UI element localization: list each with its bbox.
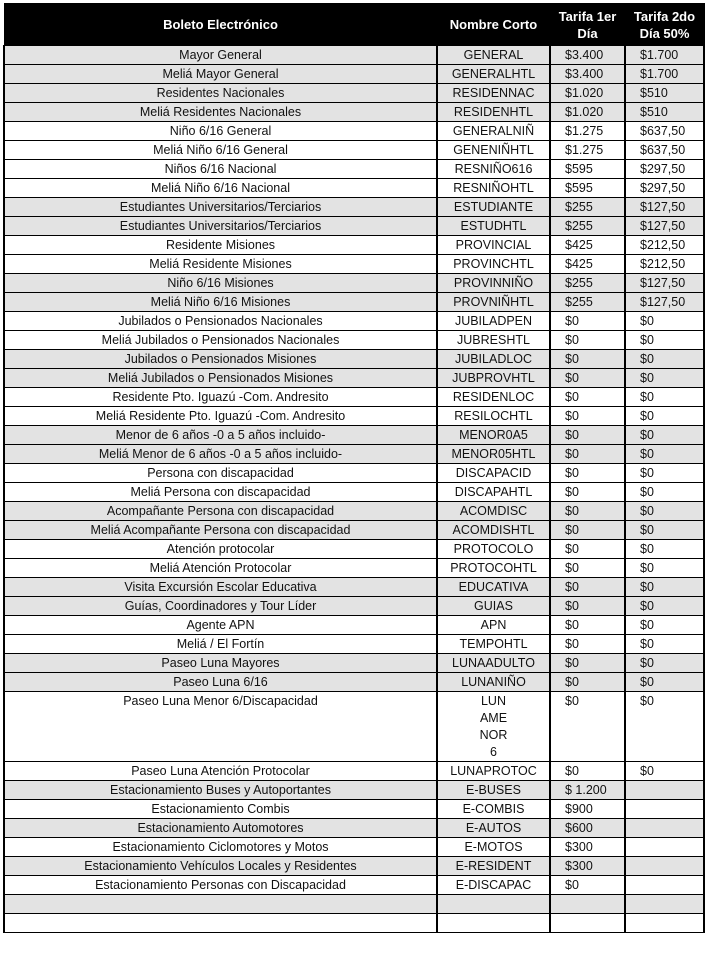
fare-day1-cell: $0 [550,559,625,578]
short-name-cell: E-DISCAPAC [437,876,550,895]
ticket-name-cell: Meliá Menor de 6 años -0 a 5 años incluido- [4,445,437,464]
fare-day2-cell: $0 [625,426,704,445]
table-row [4,673,704,692]
ticket-name-cell: Atención protocolar [4,540,437,559]
fare-day1-cell: $600 [550,819,625,838]
short-name-line: AME [479,711,508,725]
ticket-name-cell [4,914,437,933]
fare-day2-cell: $1.700 [625,46,704,65]
header-tarifa-2do-dia [625,4,704,46]
fare-day2-cell: $0 [625,464,704,483]
fare-day2-cell: $297,50 [625,179,704,198]
fare-day1-cell: $1.020 [550,84,625,103]
table-row [4,895,704,914]
fare-day2-cell: $0 [625,312,704,331]
ticket-name-cell [4,895,437,914]
fare-day2-cell: $0 [625,635,704,654]
short-name-cell: EDUCATIVA [437,578,550,597]
table-row [4,84,704,103]
short-name-cell [437,692,550,762]
fare-day2-cell: $127,50 [625,293,704,312]
table-row [4,800,704,819]
header-tarifa-1er-dia [550,4,625,46]
fare-day2-cell: $0 [625,502,704,521]
ticket-name-cell: Meliá Niño 6/16 General [4,141,437,160]
fare-day1-cell: $255 [550,198,625,217]
table-row [4,293,704,312]
table-row [4,46,704,65]
short-name-cell: RESNIÑOHTL [437,179,550,198]
ticket-name-cell: Meliá Acompañante Persona con discapacidad [4,521,437,540]
short-name-cell: RESNIÑO616 [437,160,550,179]
table-row [4,857,704,876]
short-name-line: NOR [479,728,508,742]
fare-day2-cell: $212,50 [625,255,704,274]
table-row [4,762,704,781]
fare-day1-cell: $1.020 [550,103,625,122]
table-row [4,236,704,255]
table-row [4,122,704,141]
short-name-cell: JUBPROVHTL [437,369,550,388]
short-name-cell: PROVINNIÑO [437,274,550,293]
table-row [4,616,704,635]
ticket-name-cell: Niño 6/16 Misiones [4,274,437,293]
ticket-name-cell: Meliá / El Fortín [4,635,437,654]
table-row [4,521,704,540]
fare-day1-cell: $0 [550,762,625,781]
header-nombre-corto: Nombre Corto [437,4,550,46]
fare-day1-cell: $0 [550,876,625,895]
table-row [4,350,704,369]
ticket-name-cell: Estacionamiento Personas con Discapacidad [4,876,437,895]
short-name-cell: ACOMDISHTL [437,521,550,540]
ticket-name-cell: Mayor General [4,46,437,65]
fare-day2-cell: $127,50 [625,198,704,217]
fare-day1-cell: $0 [550,483,625,502]
fare-day1-cell: $0 [550,616,625,635]
fare-day2-cell: $510 [625,103,704,122]
short-name-cell: E-COMBIS [437,800,550,819]
table-row [4,464,704,483]
fare-day2-cell: $0 [625,616,704,635]
fare-day2-cell: $212,50 [625,236,704,255]
ticket-name-cell: Visita Excursión Escolar Educativa [4,578,437,597]
ticket-name-cell: Meliá Jubilados o Pensionados Misiones [4,369,437,388]
table-row [4,692,704,762]
fare-day2-cell [625,914,704,933]
table-row [4,502,704,521]
short-name-cell: PROTOCOHTL [437,559,550,578]
short-name-cell: PROVNIÑHTL [437,293,550,312]
header-tarifa-2-line1: Tarifa 2do [633,8,696,24]
fare-day2-cell: $127,50 [625,274,704,293]
header-row [4,4,704,46]
fare-day1-cell: $0 [550,426,625,445]
short-name-cell: TEMPOHTL [437,635,550,654]
short-name-cell: E-AUTOS [437,819,550,838]
fare-day2-cell: $297,50 [625,160,704,179]
ticket-name-cell: Acompañante Persona con discapacidad [4,502,437,521]
header-boleto: Boleto Electrónico [4,4,437,46]
ticket-name-cell: Niños 6/16 Nacional [4,160,437,179]
ticket-name-cell: Estudiantes Universitarios/Terciarios [4,217,437,236]
fare-day1-cell: $0 [550,312,625,331]
ticket-name-cell: Persona con discapacidad [4,464,437,483]
ticket-name-cell: Meliá Atención Protocolar [4,559,437,578]
fare-day1-cell: $0 [550,407,625,426]
ticket-name-cell: Agente APN [4,616,437,635]
short-name-cell: PROTOCOLO [437,540,550,559]
fare-day1-cell: $0 [550,464,625,483]
table-row [4,179,704,198]
short-name-cell: RESIDENHTL [437,103,550,122]
fare-day2-cell [625,876,704,895]
table-row [4,781,704,800]
short-name-cell: MENOR05HTL [437,445,550,464]
fare-day2-cell: $637,50 [625,122,704,141]
ticket-name-cell: Meliá Residente Misiones [4,255,437,274]
short-name-cell: JUBRESHTL [437,331,550,350]
fare-day1-cell: $1.275 [550,141,625,160]
fare-day2-cell: $1.700 [625,65,704,84]
table-row [4,255,704,274]
short-name-cell [437,895,550,914]
fare-day1-cell: $300 [550,857,625,876]
fare-day2-cell: $0 [625,578,704,597]
fare-day2-cell [625,819,704,838]
fare-day1-cell: $425 [550,236,625,255]
fare-day1-cell: $255 [550,293,625,312]
short-name-cell: LUNANIÑO [437,673,550,692]
table-row [4,654,704,673]
short-name-cell: LUNAADULTO [437,654,550,673]
short-name-cell: JUBILADPEN [437,312,550,331]
short-name-cell: APN [437,616,550,635]
fare-day1-cell: $300 [550,838,625,857]
ticket-name-cell: Residentes Nacionales [4,84,437,103]
ticket-name-cell: Meliá Niño 6/16 Misiones [4,293,437,312]
ticket-name-cell: Paseo Luna Mayores [4,654,437,673]
fare-day2-cell [625,800,704,819]
fare-day1-cell [550,895,625,914]
table-row [4,559,704,578]
fare-day2-cell [625,895,704,914]
fare-day2-cell: $0 [625,692,704,762]
ticket-name-cell: Estacionamiento Ciclomotores y Motos [4,838,437,857]
fare-day1-cell: $255 [550,274,625,293]
fare-day1-cell: $0 [550,388,625,407]
fare-day2-cell: $0 [625,350,704,369]
table-row [4,312,704,331]
fare-day2-cell: $0 [625,597,704,616]
table-row [4,540,704,559]
ticket-name-cell: Guías, Coordinadores y Tour Líder [4,597,437,616]
fare-day1-cell: $0 [550,369,625,388]
fare-day2-cell: $0 [625,762,704,781]
table-row [4,914,704,933]
table-row [4,141,704,160]
ticket-name-cell: Estacionamiento Vehículos Locales y Residentes [4,857,437,876]
short-name-cell: E-RESIDENT [437,857,550,876]
fare-day1-cell: $0 [550,540,625,559]
fare-day2-cell: $0 [625,369,704,388]
table-body [4,46,704,933]
table-row [4,597,704,616]
ticket-name-cell: Menor de 6 años -0 a 5 años incluido- [4,426,437,445]
short-name-cell: E-BUSES [437,781,550,800]
fare-day2-cell: $0 [625,388,704,407]
table-row [4,388,704,407]
ticket-name-cell: Paseo Luna Menor 6/Discapacidad [4,692,437,762]
fare-day1-cell: $595 [550,179,625,198]
ticket-name-cell: Residente Misiones [4,236,437,255]
fare-day1-cell: $0 [550,654,625,673]
table-row [4,103,704,122]
ticket-name-cell: Meliá Jubilados o Pensionados Nacionales [4,331,437,350]
ticket-name-cell: Jubilados o Pensionados Nacionales [4,312,437,331]
fare-day1-cell: $0 [550,502,625,521]
fare-day2-cell: $127,50 [625,217,704,236]
table-row [4,578,704,597]
short-name-cell: LUNAPROTOC [437,762,550,781]
table-row [4,445,704,464]
fare-day2-cell: $637,50 [625,141,704,160]
ticket-name-cell: Jubilados o Pensionados Misiones [4,350,437,369]
table-row [4,217,704,236]
fare-day1-cell: $425 [550,255,625,274]
fare-day1-cell: $0 [550,445,625,464]
fare-day1-cell: $0 [550,350,625,369]
table-row [4,198,704,217]
short-name-cell: MENOR0A5 [437,426,550,445]
fare-day1-cell: $595 [550,160,625,179]
table-row [4,876,704,895]
fare-day2-cell: $0 [625,673,704,692]
ticket-name-cell: Meliá Niño 6/16 Nacional [4,179,437,198]
fare-day1-cell: $0 [550,578,625,597]
fare-day2-cell [625,857,704,876]
table-row [4,838,704,857]
ticket-name-cell: Meliá Persona con discapacidad [4,483,437,502]
table-row [4,65,704,84]
fare-day2-cell: $0 [625,331,704,350]
fare-day1-cell: $0 [550,692,625,762]
short-name-cell: GENERAL [437,46,550,65]
fare-day1-cell [550,914,625,933]
table-row [4,483,704,502]
fare-day2-cell: $0 [625,521,704,540]
fare-day1-cell: $900 [550,800,625,819]
fare-day1-cell: $0 [550,521,625,540]
short-name-cell: ESTUDHTL [437,217,550,236]
short-name-cell: GUIAS [437,597,550,616]
ticket-name-cell: Estacionamiento Automotores [4,819,437,838]
table-row [4,160,704,179]
header-tarifa-1-line1: Tarifa 1er [558,8,617,24]
table-row [4,426,704,445]
fare-day1-cell: $ 1.200 [550,781,625,800]
short-name-cell: GENERALHTL [437,65,550,84]
fare-day2-cell: $0 [625,445,704,464]
table-row [4,274,704,293]
table-row [4,331,704,350]
short-name-cell: GENENIÑHTL [437,141,550,160]
fare-day2-cell [625,781,704,800]
fare-day2-cell: $0 [625,540,704,559]
ticket-name-cell: Meliá Residentes Nacionales [4,103,437,122]
header-tarifa-2-line2: Día 50% [639,25,690,41]
fare-day2-cell: $0 [625,559,704,578]
ticket-name-cell: Meliá Mayor General [4,65,437,84]
header-tarifa-1-line2: Día [577,25,598,41]
short-name-cell: RESIDENLOC [437,388,550,407]
short-name-cell: E-MOTOS [437,838,550,857]
ticket-name-cell: Residente Pto. Iguazú -Com. Andresito [4,388,437,407]
short-name-cell: PROVINCIAL [437,236,550,255]
short-name-cell: DISCAPAHTL [437,483,550,502]
short-name-cell: RESILOCHTL [437,407,550,426]
table-row [4,369,704,388]
ticket-name-cell: Meliá Residente Pto. Iguazú -Com. Andresito [4,407,437,426]
fare-day1-cell: $0 [550,597,625,616]
short-name-line: 6 [490,745,497,759]
ticket-name-cell: Estacionamiento Buses y Autoportantes [4,781,437,800]
short-name-cell: PROVINCHTL [437,255,550,274]
table-row [4,407,704,426]
fare-day2-cell [625,838,704,857]
fare-day1-cell: $3.400 [550,46,625,65]
table-row [4,635,704,654]
short-name-cell: JUBILADLOC [437,350,550,369]
ticket-name-cell: Estacionamiento Combis [4,800,437,819]
table-row [4,819,704,838]
fare-day1-cell: $0 [550,635,625,654]
short-name-cell: ESTUDIANTE [437,198,550,217]
fare-day2-cell: $0 [625,483,704,502]
fare-day2-cell: $510 [625,84,704,103]
short-name-cell: GENERALNIÑ [437,122,550,141]
short-name-line: LUN [480,694,506,708]
ticket-name-cell: Paseo Luna Atención Protocolar [4,762,437,781]
ticket-name-cell: Niño 6/16 General [4,122,437,141]
short-name-cell: DISCAPACID [437,464,550,483]
fare-day2-cell: $0 [625,407,704,426]
short-name-cell [437,914,550,933]
fare-day1-cell: $3.400 [550,65,625,84]
short-name-cell: RESIDENNAC [437,84,550,103]
fare-table [3,3,705,933]
fare-day1-cell: $1.275 [550,122,625,141]
fare-day1-cell: $0 [550,331,625,350]
fare-day1-cell: $0 [550,673,625,692]
fare-day1-cell: $255 [550,217,625,236]
ticket-name-cell: Paseo Luna 6/16 [4,673,437,692]
short-name-cell: ACOMDISC [437,502,550,521]
fare-day2-cell: $0 [625,654,704,673]
ticket-name-cell: Estudiantes Universitarios/Terciarios [4,198,437,217]
